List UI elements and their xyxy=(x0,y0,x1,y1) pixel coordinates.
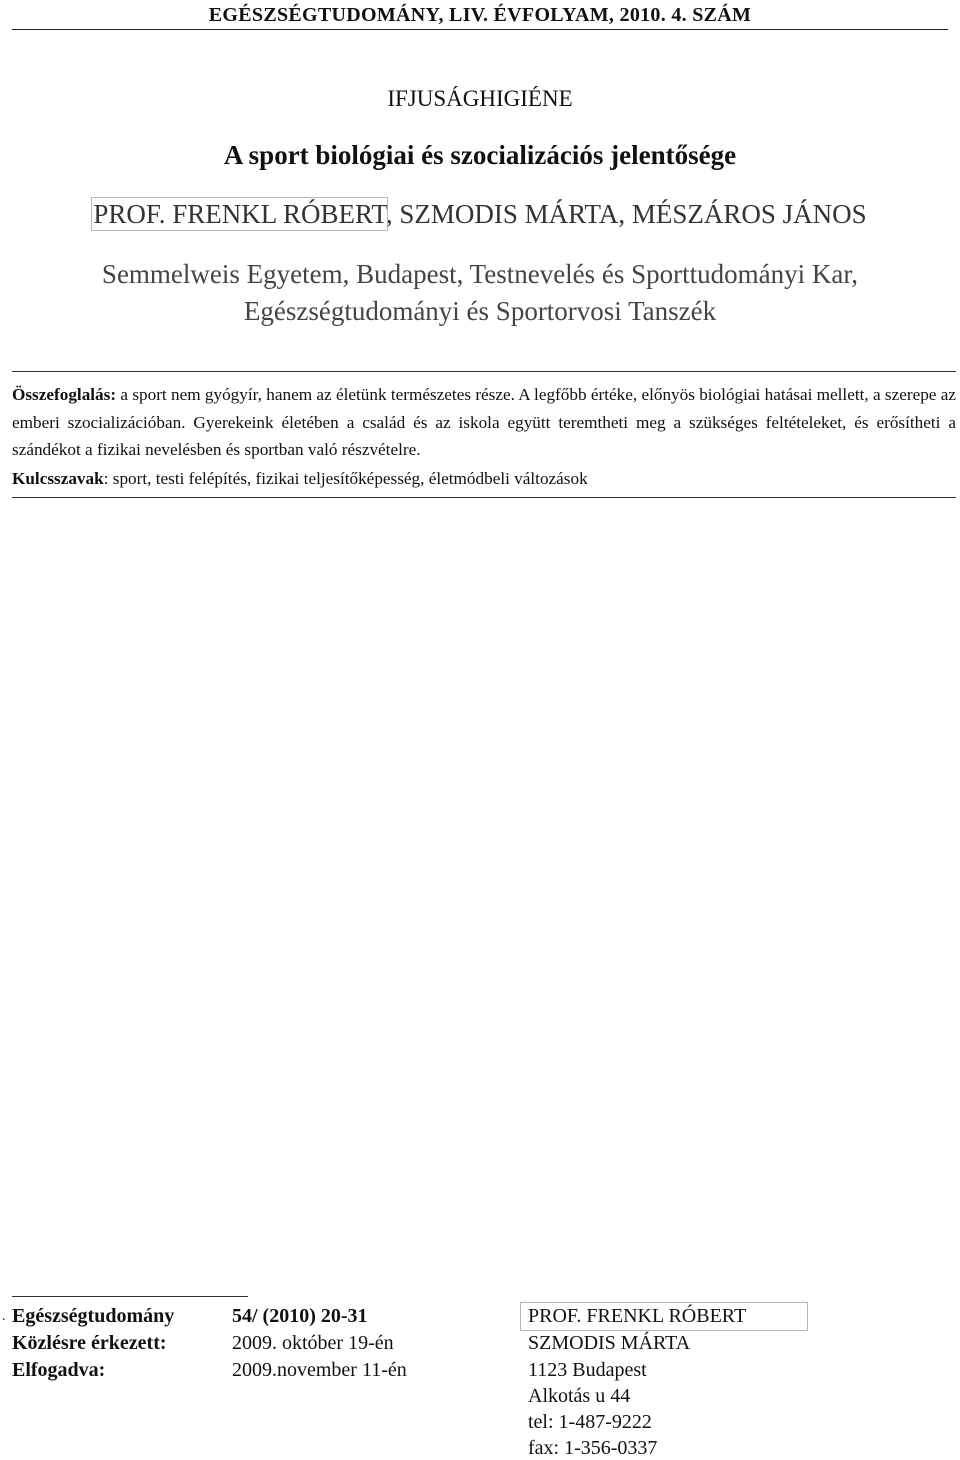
keywords-text: : sport, testi felépítés, fizikai teljesítőképesség, életmódbeli változások xyxy=(103,469,588,488)
address-line-5: tel: 1-487-9222 xyxy=(528,1411,652,1433)
abstract-label: Összefoglalás: xyxy=(12,385,117,404)
affiliation-line-1: Semmelweis Egyetem, Budapest, Testnevelés és Sporttudományi Kar, xyxy=(101,259,859,289)
info-value-journal: 54/ (2010) 20-31 xyxy=(232,1305,368,1327)
abstract-top-rule xyxy=(12,371,956,372)
info-label-journal: Egészségtudomány xyxy=(12,1305,175,1327)
header-rule xyxy=(12,29,948,30)
keywords xyxy=(12,465,956,493)
section-title: IFJUSÁGHIGIÉNE xyxy=(387,86,573,111)
abstract-bottom-rule xyxy=(12,497,956,498)
info-label-received: Közlésre érkezett: xyxy=(12,1332,167,1354)
address-line-6: fax: 1-356-0337 xyxy=(528,1437,658,1459)
authors-line xyxy=(0,199,960,230)
affiliation xyxy=(0,256,960,330)
footer-rule xyxy=(12,1296,248,1297)
address-line-4: Alkotás u 44 xyxy=(528,1385,631,1407)
address-line-2: SZMODIS MÁRTA xyxy=(528,1332,691,1354)
other-authors: , SZMODIS MÁRTA, MÉSZÁROS JÁNOS xyxy=(385,199,867,229)
info-label-accepted: Elfogadva: xyxy=(12,1359,106,1381)
info-value-accepted: 2009.november 11-én xyxy=(232,1359,407,1381)
keywords-label: Kulcsszavak xyxy=(12,469,104,488)
abstract xyxy=(12,381,956,464)
address-line-1: PROF. FRENKL RÓBERT xyxy=(528,1305,747,1327)
affiliation-line-2: Egészségtudományi és Sportorvosi Tanszék xyxy=(243,296,717,326)
article-title: A sport biológiai és szocializációs jelentősége xyxy=(223,140,737,170)
first-author: PROF. FRENKL RÓBERT xyxy=(93,199,386,229)
address-line-3: 1123 Budapest xyxy=(528,1359,647,1381)
info-value-received: 2009. október 19-én xyxy=(232,1332,394,1354)
abstract-text: a sport nem gyógyír, hanem az életünk természetes része. A legfőbb értéke, előnyös biológiai hatásai mellett, a szerepe az emberi szocializációban. Gyerekeink életében a család és az iskola együtt teremtheti meg a szükséges feltételeket, és erősítheti a szándékot a fizikai nevelésben és sportban való részvételre. xyxy=(12,385,957,459)
footer-dot: . xyxy=(2,1309,6,1324)
journal-header: EGÉSZSÉGTUDOMÁNY, LIV. ÉVFOLYAM, 2010. 4. SZÁM xyxy=(208,4,752,26)
